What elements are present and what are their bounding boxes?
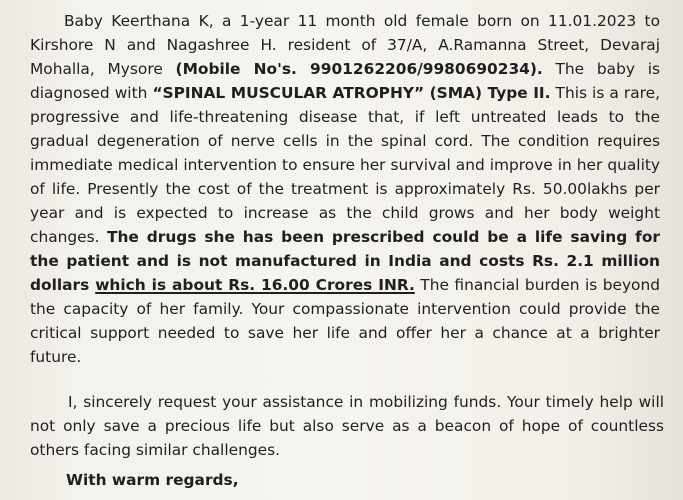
closing-regards: With warm regards,	[66, 471, 239, 489]
text-mobile-numbers: (Mobile No's. 9901262206/9980690234).	[175, 60, 543, 78]
text-intro: Baby Keerthana K, a 1-year 11 month old female born on 11.01.2023 to Kirshore N and Nagashree H. resident of 37/A, A.Ramanna Street, Devaraj Mohalla, Mysore	[30, 12, 660, 78]
paragraph-patient-details	[30, 9, 660, 369]
text-diagnosed-with: The baby is diagnosed with	[30, 60, 660, 102]
text-condition-description: This is a rare, progressive and life-threatening disease that, if left untreated leads to the gradual degeneration of nerve cells in the spinal cord. The condition requires immediate medical intervention to ensure her survival and improve in her quality of life. Presently the cost of the treatment is approximately Rs. 50.00lakhs per year and is expected to increase as the child grows and her body weight changes.	[30, 84, 660, 246]
text-request: I, sincerely request your assistance in mobilizing funds. Your timely help will not only save a precious life but also serve as a beacon of hope of countless others facing similar challenges.	[30, 393, 664, 459]
paragraph-request	[30, 390, 664, 462]
text-cost-inr: which is about Rs. 16.00 Crores INR.	[95, 276, 415, 294]
text-diagnosis: “SPINAL MUSCULAR ATROPHY” (SMA) Type II.	[152, 84, 551, 102]
text-financial-burden: The financial burden is beyond the capacity of her family. Your compassionate intervention could provide the critical support needed to save her life and offer her a chance at a brighter future.	[30, 276, 660, 366]
text-drug-cost: The drugs she has been prescribed could be a life saving for the patient and is not manufactured in India and costs Rs. 2.1 million dollars	[30, 228, 660, 294]
